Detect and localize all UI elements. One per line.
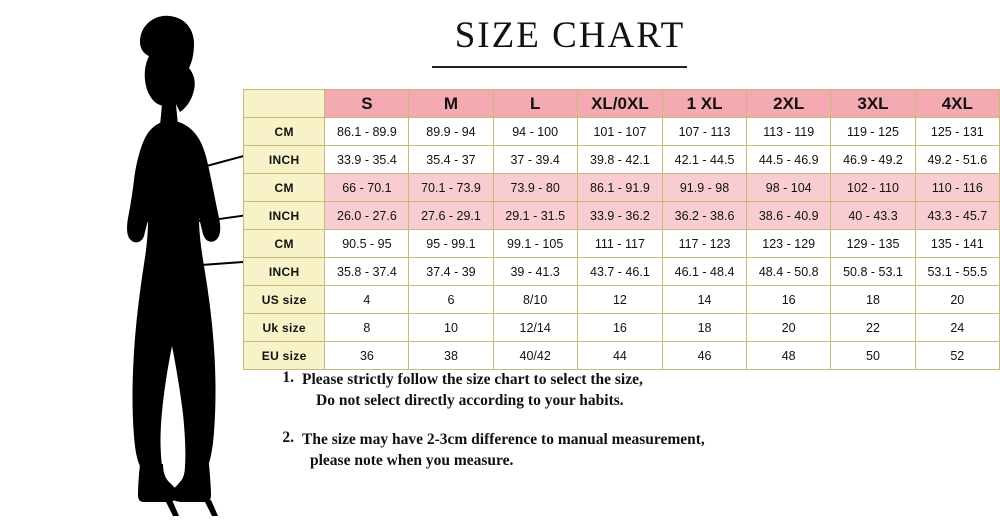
table-row [244,202,1000,230]
table-cell: 86.1 - 89.9 [325,118,409,146]
row-label: CM [244,118,325,146]
table-cell: 35.4 - 37 [409,146,493,174]
callout-bust-fit: Bust fit [144,150,185,165]
table-cell: 117 - 123 [662,230,746,258]
table-cell: 50 [831,342,915,370]
table-cell: 26.0 - 27.6 [325,202,409,230]
table-cell: 48 [747,342,831,370]
table-row [244,286,1000,314]
column-header-4xl: 4XL [915,90,999,118]
table-cell: 113 - 119 [747,118,831,146]
table-cell: 16 [577,314,662,342]
table-cell: 98 - 104 [747,174,831,202]
table-row [244,174,1000,202]
table-cell: 40/42 [493,342,577,370]
note-item [272,429,972,472]
row-label: CM [244,174,325,202]
table-cell: 14 [662,286,746,314]
table-cell: 10 [409,314,493,342]
table-cell: 107 - 113 [662,118,746,146]
table-cell: 46 [662,342,746,370]
column-header-2xl: 2XL [747,90,831,118]
callout-waist-fit: Waist fit [144,203,192,218]
table-row [244,146,1000,174]
table-corner-cell [244,90,325,118]
column-header-l: L [493,90,577,118]
table-cell: 6 [409,286,493,314]
table-cell: 53.1 - 55.5 [915,258,999,286]
column-header-xl: XL/0XL [577,90,662,118]
table-cell: 37.4 - 39 [409,258,493,286]
table-row [244,118,1000,146]
row-label: EU size [244,342,325,370]
row-label: US size [244,286,325,314]
table-cell: 94 - 100 [493,118,577,146]
note-line-1: Please strictly follow the size chart to select the size, [302,371,643,388]
model-silhouette [70,8,270,518]
table-cell: 18 [831,286,915,314]
table-row [244,342,1000,370]
callout-hip-fit: Hip fit [152,247,189,262]
table-cell: 20 [915,286,999,314]
notes-section [272,369,972,489]
table-cell: 39.8 - 42.1 [577,146,662,174]
table-cell: 43.7 - 46.1 [577,258,662,286]
table-cell: 37 - 39.4 [493,146,577,174]
row-label: INCH [244,146,325,174]
title-underline [432,66,687,68]
note-line-1: The size may have 2-3cm difference to manual measurement, [302,430,705,448]
table-cell: 16 [747,286,831,314]
table-cell: 102 - 110 [831,174,915,202]
table-cell: 42.1 - 44.5 [662,146,746,174]
table-cell: 125 - 131 [915,118,999,146]
table-cell: 135 - 141 [915,230,999,258]
note-text [302,429,705,472]
table-cell: 35.8 - 37.4 [325,258,409,286]
table-cell: 4 [325,286,409,314]
column-header-m: M [409,90,493,118]
table-cell: 123 - 129 [747,230,831,258]
table-row [244,314,1000,342]
callout-bust-underline [140,167,200,169]
table-cell: 22 [831,314,915,342]
table-cell: 50.8 - 53.1 [831,258,915,286]
row-label: Uk size [244,314,325,342]
table-cell: 36 [325,342,409,370]
table-cell: 99.1 - 105 [493,230,577,258]
table-cell: 66 - 70.1 [325,174,409,202]
table-cell: 90.5 - 95 [325,230,409,258]
table-cell: 46.9 - 49.2 [831,146,915,174]
table-cell: 89.9 - 94 [409,118,493,146]
note-number: 2. [282,428,294,446]
table-cell: 38 [409,342,493,370]
note-item [272,369,972,412]
table-cell: 91.9 - 98 [662,174,746,202]
table-cell: 33.9 - 36.2 [577,202,662,230]
note-line-2: Do not select directly according to your habits. [316,392,624,410]
callout-waist-underline [140,220,206,222]
row-label: INCH [244,202,325,230]
table-cell: 48.4 - 50.8 [747,258,831,286]
table-cell: 29.1 - 31.5 [493,202,577,230]
column-header-1xl: 1 XL [662,90,746,118]
table-cell: 8/10 [493,286,577,314]
table-cell: 44 [577,342,662,370]
table-header-row [244,90,1000,118]
page-title: SIZE CHART [454,15,686,56]
callout-hip-underline [148,264,202,266]
table-cell: 18 [662,314,746,342]
table-cell: 24 [915,314,999,342]
table-cell: 95 - 99.1 [409,230,493,258]
table-row [244,230,1000,258]
table-cell: 43.3 - 45.7 [915,202,999,230]
column-header-3xl: 3XL [831,90,915,118]
table-cell: 73.9 - 80 [493,174,577,202]
table-cell: 111 - 117 [577,230,662,258]
table-row [244,258,1000,286]
table-cell: 70.1 - 73.9 [409,174,493,202]
note-number: 1. [282,369,294,386]
row-label: CM [244,230,325,258]
table-cell: 49.2 - 51.6 [915,146,999,174]
table-cell: 20 [747,314,831,342]
note-text [302,369,643,412]
table-cell: 8 [325,314,409,342]
table-cell: 110 - 116 [915,174,999,202]
size-chart-table [243,89,1000,370]
table-cell: 52 [915,342,999,370]
column-header-s: S [325,90,409,118]
table-cell: 119 - 125 [831,118,915,146]
table-cell: 40 - 43.3 [831,202,915,230]
table-cell: 86.1 - 91.9 [577,174,662,202]
table-cell: 27.6 - 29.1 [409,202,493,230]
table-cell: 12/14 [493,314,577,342]
table-cell: 101 - 107 [577,118,662,146]
table-cell: 44.5 - 46.9 [747,146,831,174]
table-cell: 36.2 - 38.6 [662,202,746,230]
table-cell: 38.6 - 40.9 [747,202,831,230]
row-label: INCH [244,258,325,286]
table-cell: 46.1 - 48.4 [662,258,746,286]
table-cell: 33.9 - 35.4 [325,146,409,174]
table-cell: 39 - 41.3 [493,258,577,286]
table-cell: 12 [577,286,662,314]
note-line-2: please note when you measure. [310,452,514,470]
table-cell: 129 - 135 [831,230,915,258]
